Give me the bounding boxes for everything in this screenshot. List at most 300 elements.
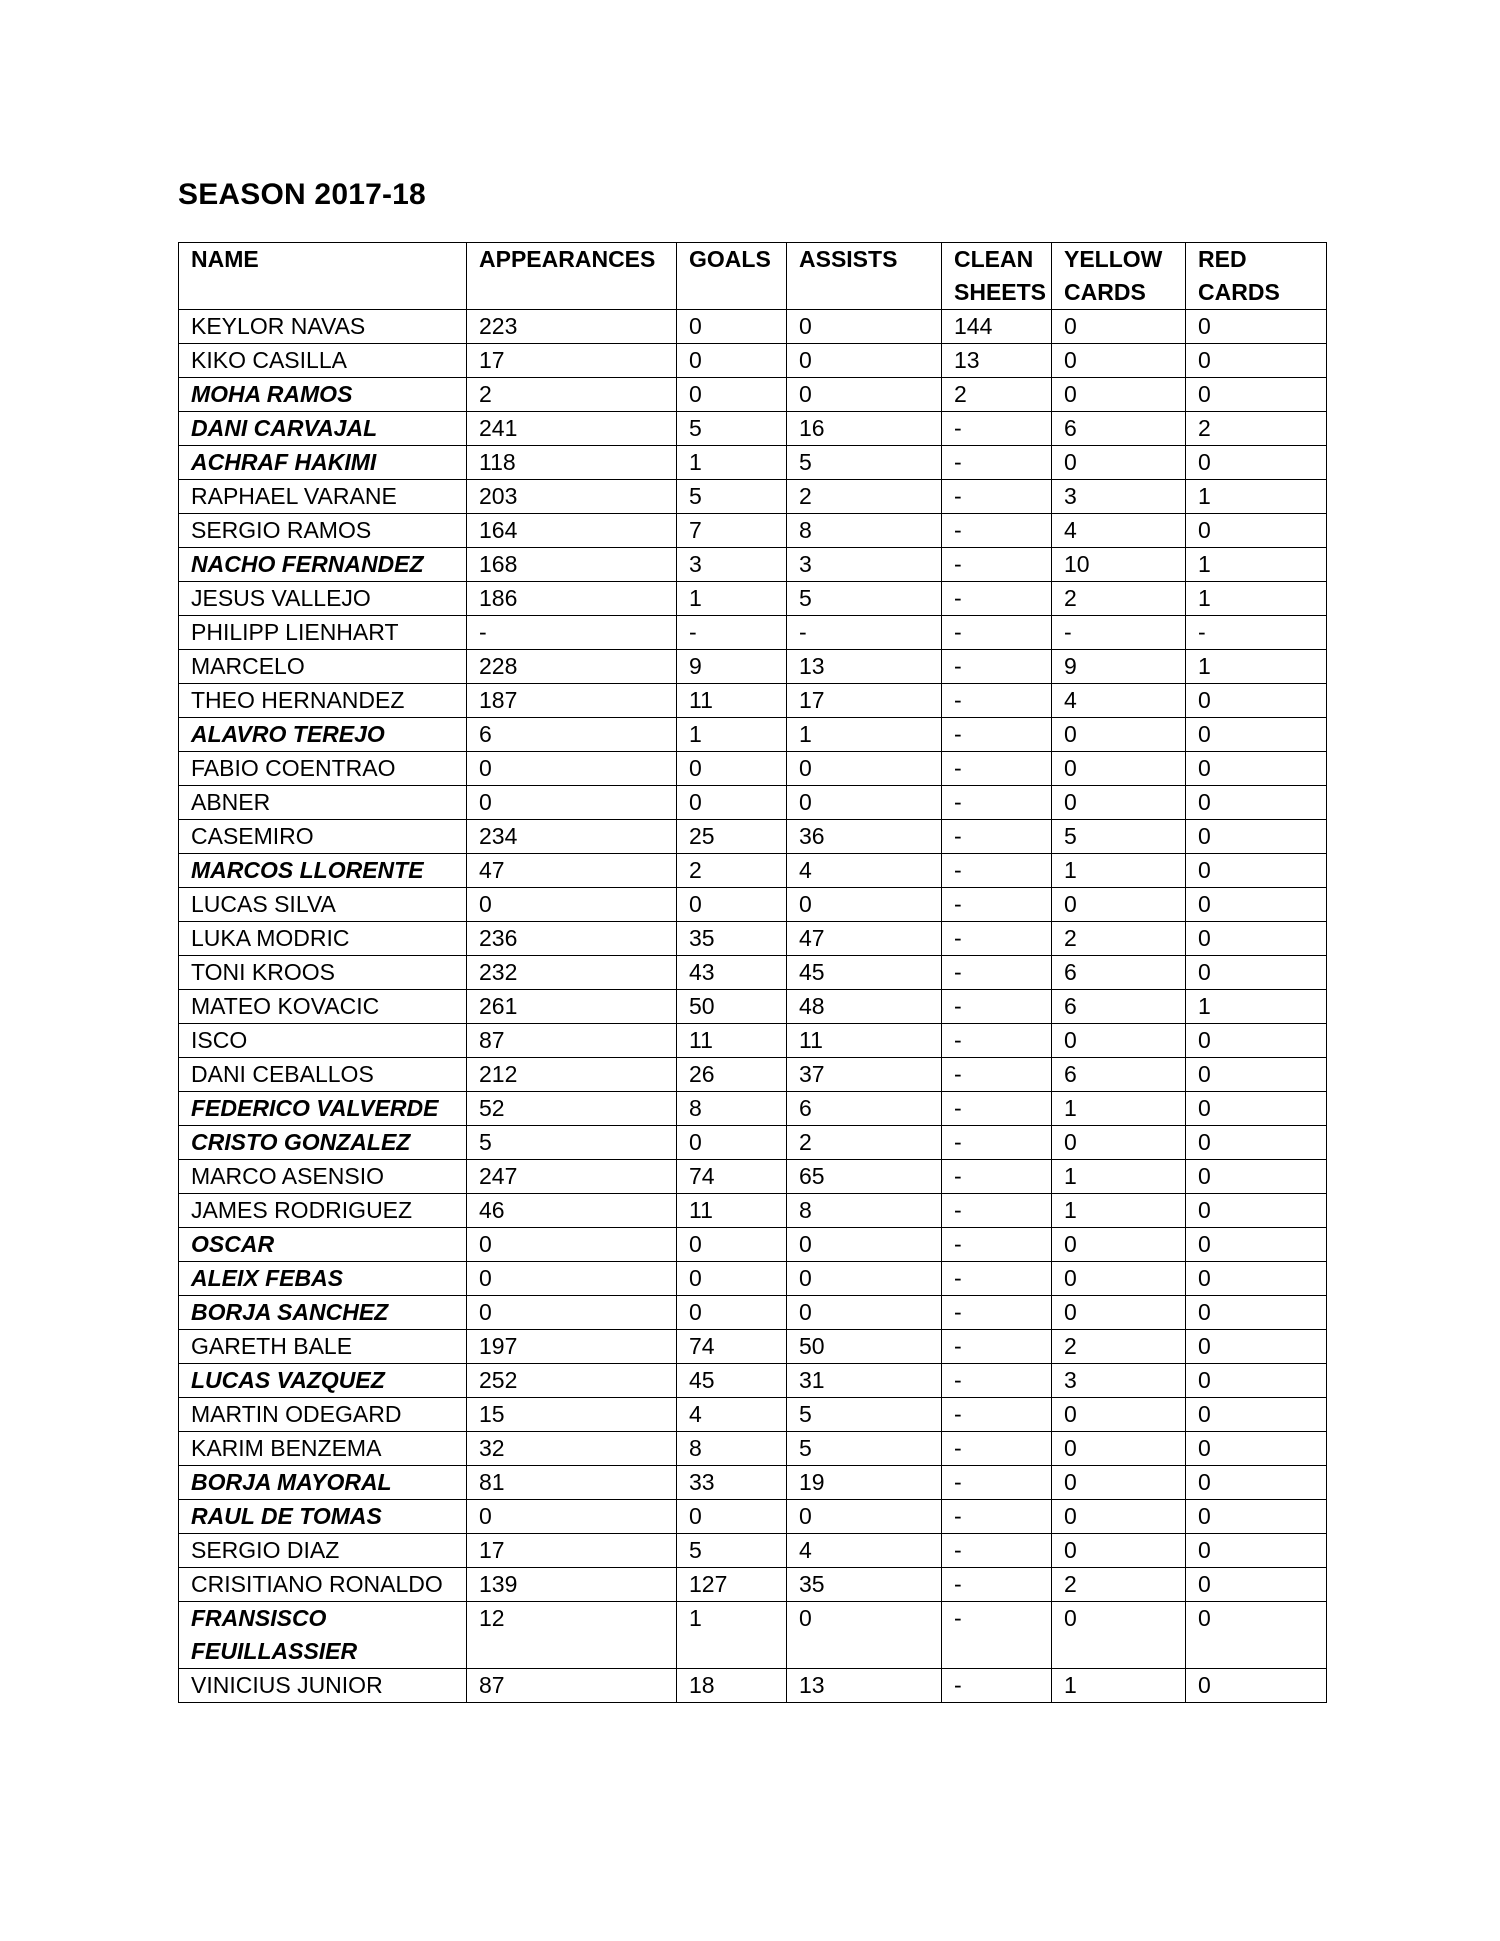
appearances-cell: 17 — [467, 1534, 677, 1568]
appearances-cell: 52 — [467, 1092, 677, 1126]
red-cards-cell: 0 — [1186, 922, 1327, 956]
red-cards-cell: 0 — [1186, 854, 1327, 888]
red-cards-cell: 0 — [1186, 1194, 1327, 1228]
red-cards-cell: 0 — [1186, 1330, 1327, 1364]
clean-sheets-cell: - — [942, 514, 1052, 548]
player-name-cell: NACHO FERNANDEZ — [179, 548, 467, 582]
red-cards-cell: 0 — [1186, 1024, 1327, 1058]
clean-sheets-cell: - — [942, 616, 1052, 650]
clean-sheets-cell: - — [942, 1024, 1052, 1058]
red-cards-cell: 0 — [1186, 514, 1327, 548]
assists-cell: 0 — [787, 1602, 942, 1669]
player-name-cell: GARETH BALE — [179, 1330, 467, 1364]
table-row — [179, 1228, 1327, 1262]
yellow-cards-cell: 0 — [1052, 1432, 1186, 1466]
goals-cell: 11 — [677, 1194, 787, 1228]
clean-sheets-cell: - — [942, 650, 1052, 684]
table-row — [179, 1024, 1327, 1058]
player-name-cell: JAMES RODRIGUEZ — [179, 1194, 467, 1228]
column-header-line: SHEETS — [954, 279, 1047, 305]
yellow-cards-cell: 0 — [1052, 888, 1186, 922]
appearances-cell: 2 — [467, 378, 677, 412]
clean-sheets-cell: - — [942, 956, 1052, 990]
goals-cell: 35 — [677, 922, 787, 956]
goals-cell: 0 — [677, 1228, 787, 1262]
player-name-cell: VINICIUS JUNIOR — [179, 1669, 467, 1703]
red-cards-cell: 0 — [1186, 1500, 1327, 1534]
assists-cell: 0 — [787, 378, 942, 412]
yellow-cards-cell: 0 — [1052, 752, 1186, 786]
yellow-cards-cell: 4 — [1052, 684, 1186, 718]
appearances-cell: 0 — [467, 888, 677, 922]
column-header-red-cards — [1186, 243, 1327, 310]
player-name-cell: BORJA SANCHEZ — [179, 1296, 467, 1330]
table-row — [179, 548, 1327, 582]
yellow-cards-cell: 1 — [1052, 1160, 1186, 1194]
table-row — [179, 718, 1327, 752]
clean-sheets-cell: 13 — [942, 344, 1052, 378]
red-cards-cell: 0 — [1186, 752, 1327, 786]
appearances-cell: 232 — [467, 956, 677, 990]
clean-sheets-cell: - — [942, 1058, 1052, 1092]
red-cards-cell: 0 — [1186, 310, 1327, 344]
appearances-cell: 6 — [467, 718, 677, 752]
player-name-cell: CRISTO GONZALEZ — [179, 1126, 467, 1160]
assists-cell: 65 — [787, 1160, 942, 1194]
clean-sheets-cell: - — [942, 1160, 1052, 1194]
red-cards-cell: 0 — [1186, 888, 1327, 922]
yellow-cards-cell: 0 — [1052, 786, 1186, 820]
red-cards-cell: 1 — [1186, 548, 1327, 582]
goals-cell: 0 — [677, 786, 787, 820]
player-name-cell: MOHA RAMOS — [179, 378, 467, 412]
player-name-cell: TONI KROOS — [179, 956, 467, 990]
goals-cell: 8 — [677, 1092, 787, 1126]
column-header-line: YELLOW — [1064, 246, 1163, 272]
yellow-cards-cell: 3 — [1052, 480, 1186, 514]
appearances-cell: 223 — [467, 310, 677, 344]
red-cards-cell: 1 — [1186, 650, 1327, 684]
yellow-cards-cell: 0 — [1052, 1500, 1186, 1534]
goals-cell: 1 — [677, 1602, 787, 1669]
goals-cell: 0 — [677, 1262, 787, 1296]
yellow-cards-cell: 0 — [1052, 1126, 1186, 1160]
red-cards-cell: 1 — [1186, 990, 1327, 1024]
goals-cell: 0 — [677, 1126, 787, 1160]
goals-cell: 33 — [677, 1466, 787, 1500]
goals-cell: 5 — [677, 480, 787, 514]
player-name-cell: DANI CARVAJAL — [179, 412, 467, 446]
appearances-cell: 0 — [467, 1296, 677, 1330]
red-cards-cell: 0 — [1186, 446, 1327, 480]
goals-cell: 5 — [677, 1534, 787, 1568]
player-name-cell: KIKO CASILLA — [179, 344, 467, 378]
clean-sheets-cell: - — [942, 752, 1052, 786]
yellow-cards-cell: 0 — [1052, 446, 1186, 480]
yellow-cards-cell: 10 — [1052, 548, 1186, 582]
player-name-cell: LUKA MODRIC — [179, 922, 467, 956]
clean-sheets-cell: - — [942, 1500, 1052, 1534]
table-row — [179, 888, 1327, 922]
clean-sheets-cell: - — [942, 854, 1052, 888]
column-header-appearances — [467, 243, 677, 310]
yellow-cards-cell: 0 — [1052, 310, 1186, 344]
appearances-cell: 0 — [467, 1262, 677, 1296]
clean-sheets-cell: - — [942, 1398, 1052, 1432]
appearances-cell: 118 — [467, 446, 677, 480]
assists-cell: 45 — [787, 956, 942, 990]
assists-cell: 13 — [787, 650, 942, 684]
player-name-cell: RAUL DE TOMAS — [179, 1500, 467, 1534]
yellow-cards-cell: 0 — [1052, 1296, 1186, 1330]
clean-sheets-cell: - — [942, 684, 1052, 718]
table-row — [179, 514, 1327, 548]
table-row — [179, 854, 1327, 888]
player-name-cell: MATEO KOVACIC — [179, 990, 467, 1024]
appearances-cell: 47 — [467, 854, 677, 888]
red-cards-cell: 1 — [1186, 480, 1327, 514]
red-cards-cell: 0 — [1186, 1296, 1327, 1330]
player-name-cell: SERGIO RAMOS — [179, 514, 467, 548]
yellow-cards-cell: 2 — [1052, 922, 1186, 956]
goals-cell: 8 — [677, 1432, 787, 1466]
clean-sheets-cell: 144 — [942, 310, 1052, 344]
goals-cell: 5 — [677, 412, 787, 446]
clean-sheets-cell: - — [942, 1262, 1052, 1296]
goals-cell: 2 — [677, 854, 787, 888]
table-row — [179, 1602, 1327, 1669]
assists-cell: 50 — [787, 1330, 942, 1364]
assists-cell: - — [787, 616, 942, 650]
clean-sheets-cell: - — [942, 1602, 1052, 1669]
player-name-cell: THEO HERNANDEZ — [179, 684, 467, 718]
assists-cell: 4 — [787, 1534, 942, 1568]
clean-sheets-cell: - — [942, 1534, 1052, 1568]
yellow-cards-cell: 0 — [1052, 718, 1186, 752]
table-row — [179, 1398, 1327, 1432]
goals-cell: - — [677, 616, 787, 650]
table-row — [179, 1262, 1327, 1296]
yellow-cards-cell: 1 — [1052, 1194, 1186, 1228]
table-body — [179, 310, 1327, 1703]
player-name-cell: BORJA MAYORAL — [179, 1466, 467, 1500]
player-name-cell: ACHRAF HAKIMI — [179, 446, 467, 480]
table-row — [179, 1466, 1327, 1500]
player-name-cell: MARTIN ODEGARD — [179, 1398, 467, 1432]
table-row — [179, 1058, 1327, 1092]
column-header-goals — [677, 243, 787, 310]
yellow-cards-cell: 0 — [1052, 1024, 1186, 1058]
yellow-cards-cell: 6 — [1052, 1058, 1186, 1092]
table-row — [179, 650, 1327, 684]
assists-cell: 37 — [787, 1058, 942, 1092]
clean-sheets-cell: - — [942, 446, 1052, 480]
table-row — [179, 1500, 1327, 1534]
assists-cell: 16 — [787, 412, 942, 446]
assists-cell: 17 — [787, 684, 942, 718]
red-cards-cell: 0 — [1186, 1058, 1327, 1092]
player-name-cell: JESUS VALLEJO — [179, 582, 467, 616]
appearances-cell: 0 — [467, 1228, 677, 1262]
clean-sheets-cell: - — [942, 820, 1052, 854]
assists-cell: 0 — [787, 1296, 942, 1330]
player-name-cell: MARCOS LLORENTE — [179, 854, 467, 888]
goals-cell: 1 — [677, 582, 787, 616]
column-header-line: CARDS — [1198, 279, 1280, 305]
appearances-cell: 0 — [467, 752, 677, 786]
table-row — [179, 1432, 1327, 1466]
table-row — [179, 684, 1327, 718]
yellow-cards-cell: 6 — [1052, 956, 1186, 990]
goals-cell: 45 — [677, 1364, 787, 1398]
appearances-cell: 81 — [467, 1466, 677, 1500]
appearances-cell: - — [467, 616, 677, 650]
goals-cell: 25 — [677, 820, 787, 854]
assists-cell: 6 — [787, 1092, 942, 1126]
goals-cell: 0 — [677, 378, 787, 412]
table-row — [179, 956, 1327, 990]
clean-sheets-cell: - — [942, 582, 1052, 616]
player-name-cell: OSCAR — [179, 1228, 467, 1262]
red-cards-cell: 0 — [1186, 786, 1327, 820]
table-row — [179, 1568, 1327, 1602]
table-row — [179, 378, 1327, 412]
appearances-cell: 0 — [467, 1500, 677, 1534]
assists-cell: 0 — [787, 888, 942, 922]
yellow-cards-cell: 1 — [1052, 1669, 1186, 1703]
appearances-cell: 236 — [467, 922, 677, 956]
table-row — [179, 344, 1327, 378]
appearances-cell: 15 — [467, 1398, 677, 1432]
player-name-cell: DANI CEBALLOS — [179, 1058, 467, 1092]
column-header-line: APPEARANCES — [479, 246, 656, 272]
assists-cell: 48 — [787, 990, 942, 1024]
clean-sheets-cell: - — [942, 786, 1052, 820]
column-header-line: CARDS — [1064, 279, 1146, 305]
yellow-cards-cell: 2 — [1052, 1568, 1186, 1602]
goals-cell: 0 — [677, 1500, 787, 1534]
table-row — [179, 1092, 1327, 1126]
appearances-cell: 261 — [467, 990, 677, 1024]
appearances-cell: 234 — [467, 820, 677, 854]
assists-cell: 11 — [787, 1024, 942, 1058]
table-row — [179, 616, 1327, 650]
goals-cell: 7 — [677, 514, 787, 548]
red-cards-cell: 0 — [1186, 1602, 1327, 1669]
yellow-cards-cell: 0 — [1052, 1398, 1186, 1432]
appearances-cell: 5 — [467, 1126, 677, 1160]
assists-cell: 1 — [787, 718, 942, 752]
yellow-cards-cell: 0 — [1052, 1228, 1186, 1262]
player-name-cell: FEDERICO VALVERDE — [179, 1092, 467, 1126]
player-name-cell: KARIM BENZEMA — [179, 1432, 467, 1466]
red-cards-cell: 0 — [1186, 1568, 1327, 1602]
assists-cell: 0 — [787, 786, 942, 820]
red-cards-cell: 0 — [1186, 1092, 1327, 1126]
assists-cell: 0 — [787, 1500, 942, 1534]
goals-cell: 3 — [677, 548, 787, 582]
player-name-cell: PHILIPP LIENHART — [179, 616, 467, 650]
goals-cell: 4 — [677, 1398, 787, 1432]
assists-cell: 5 — [787, 1398, 942, 1432]
assists-cell: 8 — [787, 514, 942, 548]
player-name-cell: RAPHAEL VARANE — [179, 480, 467, 514]
red-cards-cell: 0 — [1186, 1466, 1327, 1500]
clean-sheets-cell: - — [942, 888, 1052, 922]
appearances-cell: 187 — [467, 684, 677, 718]
player-name-cell: ISCO — [179, 1024, 467, 1058]
player-name-cell: ALAVRO TEREJO — [179, 718, 467, 752]
goals-cell: 1 — [677, 446, 787, 480]
goals-cell: 26 — [677, 1058, 787, 1092]
column-header-assists — [787, 243, 942, 310]
red-cards-cell: 0 — [1186, 1262, 1327, 1296]
yellow-cards-cell: 9 — [1052, 650, 1186, 684]
column-header-line: NAME — [191, 246, 259, 272]
appearances-cell: 228 — [467, 650, 677, 684]
assists-cell: 0 — [787, 344, 942, 378]
table-row — [179, 480, 1327, 514]
appearances-cell: 203 — [467, 480, 677, 514]
red-cards-cell: 0 — [1186, 684, 1327, 718]
table-row — [179, 820, 1327, 854]
assists-cell: 4 — [787, 854, 942, 888]
goals-cell: 11 — [677, 1024, 787, 1058]
assists-cell: 0 — [787, 1262, 942, 1296]
clean-sheets-cell: - — [942, 412, 1052, 446]
yellow-cards-cell: 0 — [1052, 344, 1186, 378]
assists-cell: 31 — [787, 1364, 942, 1398]
clean-sheets-cell: - — [942, 1364, 1052, 1398]
table-row — [179, 1194, 1327, 1228]
table-row — [179, 1296, 1327, 1330]
red-cards-cell: 0 — [1186, 1534, 1327, 1568]
goals-cell: 0 — [677, 888, 787, 922]
red-cards-cell: 0 — [1186, 820, 1327, 854]
clean-sheets-cell: - — [942, 1466, 1052, 1500]
goals-cell: 50 — [677, 990, 787, 1024]
yellow-cards-cell: 0 — [1052, 1262, 1186, 1296]
clean-sheets-cell: - — [942, 922, 1052, 956]
assists-cell: 13 — [787, 1669, 942, 1703]
clean-sheets-cell: - — [942, 1669, 1052, 1703]
assists-cell: 36 — [787, 820, 942, 854]
table-row — [179, 310, 1327, 344]
yellow-cards-cell: 4 — [1052, 514, 1186, 548]
clean-sheets-cell: - — [942, 990, 1052, 1024]
appearances-cell: 212 — [467, 1058, 677, 1092]
table-row — [179, 1126, 1327, 1160]
clean-sheets-cell: - — [942, 1194, 1052, 1228]
yellow-cards-cell: 6 — [1052, 412, 1186, 446]
appearances-cell: 46 — [467, 1194, 677, 1228]
table-row — [179, 786, 1327, 820]
player-name-cell: ALEIX FEBAS — [179, 1262, 467, 1296]
player-name-cell: MARCO ASENSIO — [179, 1160, 467, 1194]
clean-sheets-cell: - — [942, 1330, 1052, 1364]
column-header-line: CLEAN — [954, 246, 1034, 272]
red-cards-cell: 0 — [1186, 956, 1327, 990]
player-name-cell: MARCELO — [179, 650, 467, 684]
assists-cell: 0 — [787, 310, 942, 344]
yellow-cards-cell: 3 — [1052, 1364, 1186, 1398]
table-row — [179, 412, 1327, 446]
appearances-cell: 139 — [467, 1568, 677, 1602]
player-name-cell: LUCAS SILVA — [179, 888, 467, 922]
goals-cell: 11 — [677, 684, 787, 718]
column-header-name — [179, 243, 467, 310]
player-name-cell: CRISITIANO RONALDO — [179, 1568, 467, 1602]
clean-sheets-cell: - — [942, 480, 1052, 514]
assists-cell: 5 — [787, 1432, 942, 1466]
goals-cell: 1 — [677, 718, 787, 752]
yellow-cards-cell: 2 — [1052, 582, 1186, 616]
red-cards-cell: 0 — [1186, 1126, 1327, 1160]
clean-sheets-cell: - — [942, 718, 1052, 752]
appearances-cell: 186 — [467, 582, 677, 616]
goals-cell: 9 — [677, 650, 787, 684]
goals-cell: 74 — [677, 1160, 787, 1194]
goals-cell: 74 — [677, 1330, 787, 1364]
assists-cell: 0 — [787, 1228, 942, 1262]
player-name-cell: SERGIO DIAZ — [179, 1534, 467, 1568]
table-row — [179, 990, 1327, 1024]
red-cards-cell: 0 — [1186, 1432, 1327, 1466]
table-row — [179, 1534, 1327, 1568]
clean-sheets-cell: - — [942, 1296, 1052, 1330]
yellow-cards-cell: 0 — [1052, 1602, 1186, 1669]
goals-cell: 18 — [677, 1669, 787, 1703]
assists-cell: 0 — [787, 752, 942, 786]
goals-cell: 0 — [677, 310, 787, 344]
goals-cell: 0 — [677, 344, 787, 378]
goals-cell: 0 — [677, 1296, 787, 1330]
table-row — [179, 1330, 1327, 1364]
yellow-cards-cell: 0 — [1052, 378, 1186, 412]
player-name-cell: FABIO COENTRAO — [179, 752, 467, 786]
red-cards-cell: 0 — [1186, 1160, 1327, 1194]
player-name-cell: KEYLOR NAVAS — [179, 310, 467, 344]
red-cards-cell: 1 — [1186, 582, 1327, 616]
player-name-cell: LUCAS VAZQUEZ — [179, 1364, 467, 1398]
red-cards-cell: 0 — [1186, 1228, 1327, 1262]
table-row — [179, 922, 1327, 956]
yellow-cards-cell: 0 — [1052, 1534, 1186, 1568]
column-header-clean-sheets — [942, 243, 1052, 310]
assists-cell: 2 — [787, 1126, 942, 1160]
appearances-cell: 247 — [467, 1160, 677, 1194]
table-row — [179, 1669, 1327, 1703]
red-cards-cell: 0 — [1186, 718, 1327, 752]
clean-sheets-cell: - — [942, 548, 1052, 582]
stats-table — [178, 242, 1327, 1703]
column-header-line: ASSISTS — [799, 246, 898, 272]
assists-cell: 3 — [787, 548, 942, 582]
player-name-cell: CASEMIRO — [179, 820, 467, 854]
clean-sheets-cell: - — [942, 1092, 1052, 1126]
goals-cell: 43 — [677, 956, 787, 990]
column-header-line: GOALS — [689, 246, 771, 272]
red-cards-cell: 0 — [1186, 1398, 1327, 1432]
assists-cell: 47 — [787, 922, 942, 956]
red-cards-cell: 0 — [1186, 1669, 1327, 1703]
yellow-cards-cell: 2 — [1052, 1330, 1186, 1364]
red-cards-cell: 0 — [1186, 378, 1327, 412]
appearances-cell: 252 — [467, 1364, 677, 1398]
appearances-cell: 87 — [467, 1024, 677, 1058]
table-row — [179, 582, 1327, 616]
table-row — [179, 752, 1327, 786]
